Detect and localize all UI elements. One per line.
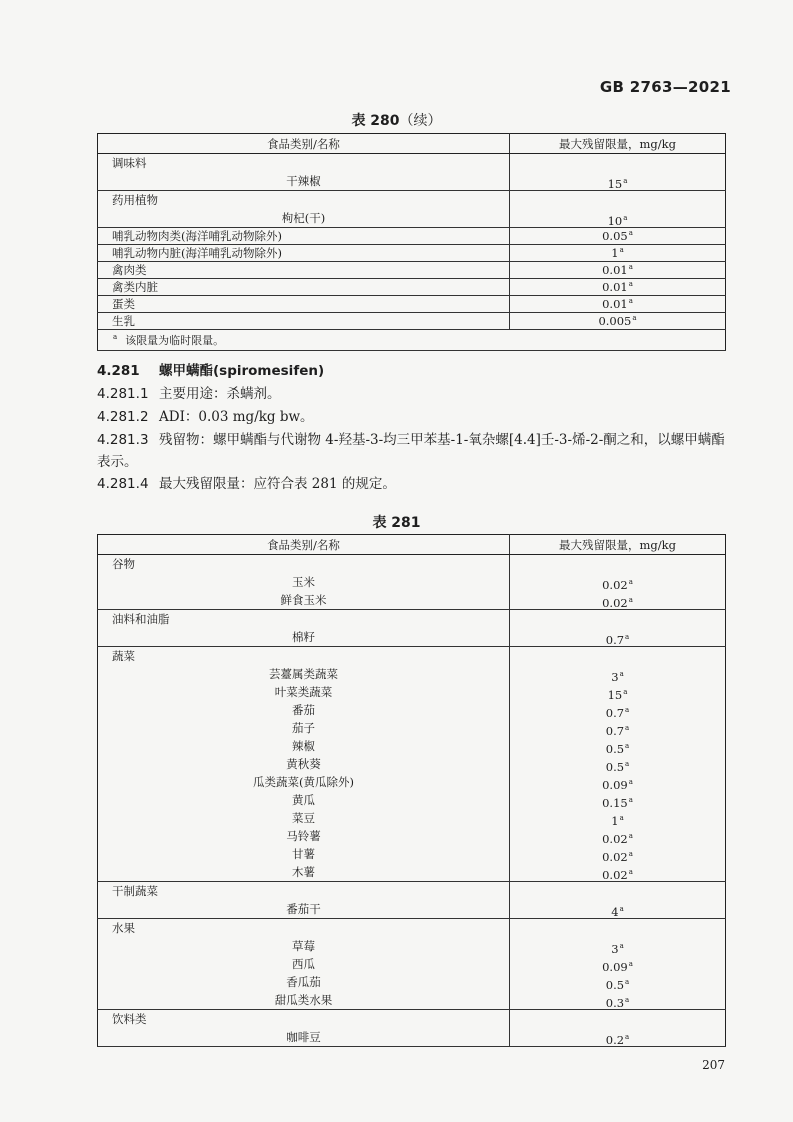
food-name: 黄瓜 bbox=[292, 793, 315, 807]
mrl-value-line bbox=[510, 1028, 725, 1046]
spacer bbox=[510, 191, 725, 209]
footnote-marker: a bbox=[625, 633, 630, 641]
mrl-value-line bbox=[510, 737, 725, 755]
mrl-value: 0.02 bbox=[602, 849, 628, 864]
footnote-marker: a bbox=[625, 978, 630, 986]
footnote-marker: a bbox=[625, 996, 630, 1004]
mrl-value-line bbox=[510, 755, 725, 773]
food-row bbox=[98, 296, 726, 313]
category-row bbox=[98, 882, 726, 919]
footnote-marker: a bbox=[619, 814, 624, 822]
column-header-mrl: 最大残留限量，mg/kg bbox=[510, 535, 726, 555]
footnote-marker: a bbox=[628, 229, 633, 238]
mrl-cell bbox=[510, 610, 726, 647]
food-name: 甘薯 bbox=[292, 847, 315, 861]
mrl-value: 0.15 bbox=[602, 795, 628, 810]
mrl-value-line bbox=[510, 591, 725, 609]
food-name: 芸薹属类蔬菜 bbox=[269, 667, 338, 681]
spacer bbox=[510, 154, 725, 172]
category-name: 谷物 bbox=[112, 557, 135, 571]
food-name: 草莓 bbox=[292, 939, 315, 953]
food-name: 干辣椒 bbox=[286, 174, 321, 188]
mrl-value: 0.2 bbox=[605, 1032, 625, 1047]
mrl-cell bbox=[510, 919, 726, 1010]
page-number: 207 bbox=[702, 1058, 725, 1072]
mrl-value-line bbox=[510, 628, 725, 646]
food-cell bbox=[98, 919, 510, 1010]
section-title-en: (spiromesifen) bbox=[213, 363, 325, 379]
table-281 bbox=[97, 534, 726, 1047]
table-281-caption: 表 281 bbox=[372, 515, 421, 531]
food-name: 枸杞(干) bbox=[281, 211, 326, 225]
mrl-cell bbox=[510, 313, 726, 330]
category-row bbox=[98, 154, 726, 191]
food-name: 咖啡豆 bbox=[286, 1030, 321, 1044]
food-name: 生乳 bbox=[98, 313, 510, 330]
footnote-marker: a bbox=[625, 742, 630, 750]
mrl-value-line bbox=[510, 827, 725, 845]
mrl-value: 0.05 bbox=[602, 229, 628, 243]
food-name: 黄秋葵 bbox=[286, 757, 321, 771]
mrl-value: 1 bbox=[611, 246, 619, 260]
mrl-value: 0.5 bbox=[605, 759, 625, 774]
food-row bbox=[98, 279, 726, 296]
spacer bbox=[510, 919, 725, 937]
mrl-value-line bbox=[510, 573, 725, 591]
footnote-marker: a bbox=[628, 596, 633, 604]
footnote-marker: a bbox=[625, 1033, 630, 1041]
food-name: 瓜类蔬菜(黄瓜除外) bbox=[253, 775, 354, 789]
mrl-value: 15 bbox=[607, 687, 623, 702]
food-name: 辣椒 bbox=[292, 739, 315, 753]
mrl-value: 10 bbox=[607, 213, 623, 228]
footnote-marker: a bbox=[628, 960, 633, 968]
footnote-text: 该限量为临时限量。 bbox=[125, 334, 225, 347]
category-name: 调味料 bbox=[112, 156, 147, 170]
footnote-row bbox=[98, 330, 726, 351]
food-name: 甜瓜类水果 bbox=[274, 993, 333, 1007]
mrl-cell bbox=[510, 191, 726, 228]
food-cell bbox=[98, 1010, 510, 1047]
mrl-value-line bbox=[510, 719, 725, 737]
food-cell bbox=[98, 191, 510, 228]
food-name: 哺乳动物内脏(海洋哺乳动物除外) bbox=[98, 245, 510, 262]
category-name: 饮料类 bbox=[112, 1012, 147, 1026]
mrl-value: 0.02 bbox=[602, 595, 628, 610]
spacer bbox=[510, 647, 725, 665]
footnote-marker: a bbox=[628, 263, 633, 272]
footnote-marker: a bbox=[625, 760, 630, 768]
mrl-value-line bbox=[510, 665, 725, 683]
footnote-marker: a bbox=[628, 578, 633, 586]
mrl-cell bbox=[510, 1010, 726, 1047]
category-row bbox=[98, 610, 726, 647]
footnote-marker: a bbox=[628, 796, 633, 804]
food-name: 鲜食玉米 bbox=[280, 593, 327, 607]
mrl-value-line bbox=[510, 863, 725, 881]
mrl-cell bbox=[510, 555, 726, 610]
mrl-cell bbox=[510, 228, 726, 245]
section-item bbox=[97, 383, 727, 405]
spacer bbox=[510, 555, 725, 573]
food-name: 番茄 bbox=[292, 703, 315, 717]
food-name: 玉米 bbox=[292, 575, 315, 589]
mrl-value-line bbox=[510, 701, 725, 719]
mrl-value: 0.005 bbox=[598, 314, 632, 328]
item-number: 4.281.2 bbox=[97, 409, 149, 425]
food-name: 棉籽 bbox=[292, 630, 315, 644]
table-280-caption-continued: （续） bbox=[399, 113, 442, 129]
footnote-marker: a bbox=[623, 214, 628, 222]
mrl-value: 0.02 bbox=[602, 867, 628, 882]
spacer bbox=[510, 610, 725, 628]
mrl-value-line bbox=[510, 845, 725, 863]
footnote-marker: a bbox=[619, 246, 624, 255]
food-name: 菜豆 bbox=[292, 811, 315, 825]
food-name: 西瓜 bbox=[292, 957, 315, 971]
footnote-marker: a bbox=[619, 905, 624, 913]
footnote-marker: a bbox=[632, 314, 637, 323]
item-number: 4.281.3 bbox=[97, 432, 149, 448]
mrl-value: 0.5 bbox=[605, 977, 625, 992]
food-cell bbox=[98, 555, 510, 610]
mrl-value: 0.02 bbox=[602, 577, 628, 592]
footnote-marker: a bbox=[619, 942, 624, 950]
footnote-marker: a bbox=[623, 177, 628, 185]
mrl-cell bbox=[510, 279, 726, 296]
food-row bbox=[98, 262, 726, 279]
food-name: 禽类内脏 bbox=[98, 279, 510, 296]
footnote-marker: a bbox=[113, 333, 118, 342]
food-row bbox=[98, 228, 726, 245]
food-name: 茄子 bbox=[292, 721, 315, 735]
mrl-value-line bbox=[510, 809, 725, 827]
food-cell bbox=[98, 610, 510, 647]
mrl-value: 0.5 bbox=[605, 741, 625, 756]
footnote-marker: a bbox=[628, 297, 633, 306]
item-number: 4.281.4 bbox=[97, 476, 149, 492]
mrl-value: 0.02 bbox=[602, 831, 628, 846]
mrl-value-line bbox=[510, 773, 725, 791]
section-item bbox=[97, 429, 727, 473]
table-280 bbox=[97, 133, 726, 351]
mrl-value: 0.01 bbox=[602, 263, 628, 277]
spacer bbox=[510, 1010, 725, 1028]
mrl-value: 0.09 bbox=[602, 777, 628, 792]
food-name: 禽肉类 bbox=[98, 262, 510, 279]
item-text: 残留物：螺甲螨酯与代谢物 4-羟基-3-均三甲苯基-1-氧杂螺[4.4]壬-3-烯-2-酮之和，以螺甲螨酯表示。 bbox=[97, 432, 725, 470]
item-text: ADI：0.03 mg/kg bw。 bbox=[159, 409, 314, 425]
section-title: 螺甲螨酯 bbox=[159, 363, 213, 379]
section-heading bbox=[97, 360, 727, 382]
category-name: 油料和油脂 bbox=[112, 612, 170, 626]
mrl-value: 3 bbox=[611, 941, 619, 956]
mrl-value: 0.7 bbox=[605, 723, 625, 738]
footnote-marker: a bbox=[628, 868, 633, 876]
mrl-value: 0.09 bbox=[602, 959, 628, 974]
mrl-cell bbox=[510, 262, 726, 279]
category-row bbox=[98, 191, 726, 228]
footnote-marker: a bbox=[625, 724, 630, 732]
column-header-mrl: 最大残留限量，mg/kg bbox=[510, 134, 726, 154]
spacer bbox=[510, 882, 725, 900]
food-name: 香瓜茄 bbox=[286, 975, 321, 989]
mrl-value: 15 bbox=[607, 176, 623, 191]
mrl-value: 0.7 bbox=[605, 705, 625, 720]
mrl-value: 0.3 bbox=[605, 995, 625, 1010]
food-cell bbox=[98, 647, 510, 882]
section-item bbox=[97, 406, 727, 428]
mrl-value-line bbox=[510, 683, 725, 701]
column-header-food: 食品类别/名称 bbox=[98, 535, 510, 555]
mrl-value: 3 bbox=[611, 669, 619, 684]
mrl-cell bbox=[510, 882, 726, 919]
food-row bbox=[98, 245, 726, 262]
mrl-value-line bbox=[510, 991, 725, 1009]
section-item bbox=[97, 473, 727, 495]
food-name: 叶菜类蔬菜 bbox=[274, 685, 333, 699]
food-cell bbox=[98, 882, 510, 919]
mrl-value-line bbox=[510, 209, 725, 227]
food-name: 蛋类 bbox=[98, 296, 510, 313]
mrl-value: 1 bbox=[611, 813, 619, 828]
food-name: 马铃薯 bbox=[286, 829, 321, 843]
item-text: 最大残留限量：应符合表 281 的规定。 bbox=[159, 476, 396, 492]
mrl-cell bbox=[510, 154, 726, 191]
mrl-cell bbox=[510, 296, 726, 313]
section-number: 4.281 bbox=[97, 363, 140, 379]
mrl-value: 0.01 bbox=[602, 280, 628, 294]
mrl-value-line bbox=[510, 791, 725, 809]
item-text: 主要用途：杀螨剂。 bbox=[159, 386, 281, 402]
category-row bbox=[98, 647, 726, 882]
mrl-value-line bbox=[510, 172, 725, 190]
category-name: 蔬菜 bbox=[112, 649, 135, 663]
footnote bbox=[98, 330, 726, 351]
mrl-value-line bbox=[510, 955, 725, 973]
footnote-marker: a bbox=[628, 778, 633, 786]
mrl-value-line bbox=[510, 937, 725, 955]
category-name: 干制蔬菜 bbox=[112, 884, 158, 898]
mrl-value: 0.7 bbox=[605, 632, 625, 647]
item-number: 4.281.1 bbox=[97, 386, 149, 402]
food-name: 木薯 bbox=[292, 865, 315, 879]
category-name: 水果 bbox=[112, 921, 135, 935]
food-name: 番茄干 bbox=[286, 902, 321, 916]
food-name: 哺乳动物肉类(海洋哺乳动物除外) bbox=[98, 228, 510, 245]
footnote-marker: a bbox=[628, 280, 633, 289]
column-header-food: 食品类别/名称 bbox=[98, 134, 510, 154]
food-row bbox=[98, 313, 726, 330]
footnote-marker: a bbox=[619, 670, 624, 678]
table-280-caption bbox=[0, 110, 793, 130]
standard-number: GB 2763—2021 bbox=[599, 78, 731, 96]
mrl-value: 0.01 bbox=[602, 297, 628, 311]
mrl-cell bbox=[510, 245, 726, 262]
category-row bbox=[98, 1010, 726, 1047]
mrl-value-line bbox=[510, 973, 725, 991]
category-name: 药用植物 bbox=[112, 193, 158, 207]
footnote-marker: a bbox=[625, 706, 630, 714]
footnote-marker: a bbox=[623, 688, 628, 696]
category-row bbox=[98, 555, 726, 610]
category-row bbox=[98, 919, 726, 1010]
mrl-value-line bbox=[510, 900, 725, 918]
footnote-marker: a bbox=[628, 832, 633, 840]
food-cell bbox=[98, 154, 510, 191]
table-280-caption-label: 表 280 bbox=[351, 113, 400, 129]
mrl-value: 4 bbox=[611, 904, 619, 919]
footnote-marker: a bbox=[628, 850, 633, 858]
mrl-cell bbox=[510, 647, 726, 882]
